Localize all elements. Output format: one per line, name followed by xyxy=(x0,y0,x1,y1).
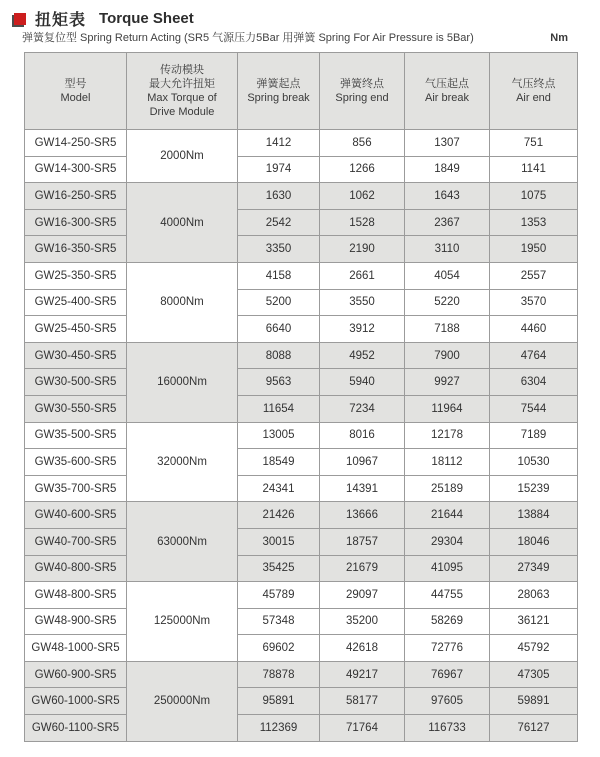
model-cell: GW16-250-SR5 xyxy=(25,183,127,210)
max-torque-cell: 125000Nm xyxy=(127,582,238,662)
air-break-cell: 1307 xyxy=(405,130,490,157)
spring-end-cell: 14391 xyxy=(320,475,405,502)
table-row xyxy=(25,635,578,662)
spring-end-cell: 1528 xyxy=(320,209,405,236)
air-break-cell: 25189 xyxy=(405,475,490,502)
spring-end-cell: 18757 xyxy=(320,528,405,555)
page-title-zh: 扭矩表 xyxy=(35,12,87,29)
spring-end-cell: 7234 xyxy=(320,395,405,422)
air-end-cell: 13884 xyxy=(490,502,578,529)
table-row xyxy=(25,475,578,502)
spring-end-cell: 4952 xyxy=(320,342,405,369)
column-header-air_break: 气压起点 Air break xyxy=(405,53,490,130)
spring-end-cell: 71764 xyxy=(320,715,405,742)
spring-end-cell: 8016 xyxy=(320,422,405,449)
unit-label: Nm xyxy=(550,32,568,44)
model-cell: GW35-700-SR5 xyxy=(25,475,127,502)
air-break-cell: 29304 xyxy=(405,528,490,555)
model-cell: GW60-1000-SR5 xyxy=(25,688,127,715)
model-cell: GW30-450-SR5 xyxy=(25,342,127,369)
air-end-cell: 59891 xyxy=(490,688,578,715)
table-row xyxy=(25,316,578,343)
spring-break-cell: 1412 xyxy=(238,130,320,157)
column-header-spring_break: 弹簧起点 Spring break xyxy=(238,53,320,130)
air-break-cell: 97605 xyxy=(405,688,490,715)
model-cell: GW30-550-SR5 xyxy=(25,395,127,422)
air-end-cell: 4460 xyxy=(490,316,578,343)
table-row xyxy=(25,342,578,369)
table-row xyxy=(25,156,578,183)
air-break-cell: 116733 xyxy=(405,715,490,742)
max-torque-cell: 2000Nm xyxy=(127,130,238,183)
spring-break-cell: 1630 xyxy=(238,183,320,210)
column-header-model: 型号 Model xyxy=(25,53,127,130)
model-cell: GW14-300-SR5 xyxy=(25,156,127,183)
air-end-cell: 28063 xyxy=(490,582,578,609)
air-end-cell: 18046 xyxy=(490,528,578,555)
table-row xyxy=(25,262,578,289)
spring-end-cell: 856 xyxy=(320,130,405,157)
model-cell: GW40-600-SR5 xyxy=(25,502,127,529)
air-break-cell: 1849 xyxy=(405,156,490,183)
air-end-cell: 1075 xyxy=(490,183,578,210)
model-cell: GW60-1100-SR5 xyxy=(25,715,127,742)
spring-break-cell: 2542 xyxy=(238,209,320,236)
spring-break-cell: 9563 xyxy=(238,369,320,396)
model-cell: GW40-800-SR5 xyxy=(25,555,127,582)
column-header-spring_end: 弹簧终点 Spring end xyxy=(320,53,405,130)
model-cell: GW25-450-SR5 xyxy=(25,316,127,343)
air-break-cell: 12178 xyxy=(405,422,490,449)
spring-break-cell: 30015 xyxy=(238,528,320,555)
spring-end-cell: 5940 xyxy=(320,369,405,396)
air-break-cell: 41095 xyxy=(405,555,490,582)
spring-end-cell: 13666 xyxy=(320,502,405,529)
model-cell: GW25-350-SR5 xyxy=(25,262,127,289)
spring-break-cell: 95891 xyxy=(238,688,320,715)
air-break-cell: 44755 xyxy=(405,582,490,609)
air-break-cell: 9927 xyxy=(405,369,490,396)
model-cell: GW48-900-SR5 xyxy=(25,608,127,635)
model-cell: GW48-1000-SR5 xyxy=(25,635,127,662)
air-end-cell: 751 xyxy=(490,130,578,157)
torque-table xyxy=(24,52,578,742)
spring-break-cell: 112369 xyxy=(238,715,320,742)
table-row xyxy=(25,289,578,316)
model-cell: GW16-300-SR5 xyxy=(25,209,127,236)
air-break-cell: 58269 xyxy=(405,608,490,635)
air-end-cell: 27349 xyxy=(490,555,578,582)
air-end-cell: 7189 xyxy=(490,422,578,449)
air-break-cell: 76967 xyxy=(405,661,490,688)
table-row xyxy=(25,502,578,529)
air-end-cell: 3570 xyxy=(490,289,578,316)
table-row xyxy=(25,661,578,688)
spring-end-cell: 1062 xyxy=(320,183,405,210)
torque-table-header-row xyxy=(25,53,578,130)
air-end-cell: 10530 xyxy=(490,449,578,476)
air-break-cell: 7900 xyxy=(405,342,490,369)
torque-table-body xyxy=(25,130,578,742)
table-row xyxy=(25,422,578,449)
model-cell: GW14-250-SR5 xyxy=(25,130,127,157)
spring-break-cell: 69602 xyxy=(238,635,320,662)
max-torque-cell: 4000Nm xyxy=(127,183,238,263)
model-cell: GW35-600-SR5 xyxy=(25,449,127,476)
air-end-cell: 7544 xyxy=(490,395,578,422)
air-break-cell: 1643 xyxy=(405,183,490,210)
column-header-max_torque: 传动模块 最大允许扭矩 Max Torque of Drive Module xyxy=(127,53,238,130)
spring-break-cell: 1974 xyxy=(238,156,320,183)
air-end-cell: 1353 xyxy=(490,209,578,236)
max-torque-cell: 8000Nm xyxy=(127,262,238,342)
table-row xyxy=(25,209,578,236)
air-break-cell: 18112 xyxy=(405,449,490,476)
air-end-cell: 15239 xyxy=(490,475,578,502)
max-torque-cell: 16000Nm xyxy=(127,342,238,422)
model-cell: GW48-800-SR5 xyxy=(25,582,127,609)
air-end-cell: 4764 xyxy=(490,342,578,369)
model-cell: GW25-400-SR5 xyxy=(25,289,127,316)
spring-break-cell: 11654 xyxy=(238,395,320,422)
air-break-cell: 3110 xyxy=(405,236,490,263)
spring-end-cell: 1266 xyxy=(320,156,405,183)
air-end-cell: 1950 xyxy=(490,236,578,263)
max-torque-cell: 63000Nm xyxy=(127,502,238,582)
model-cell: GW30-500-SR5 xyxy=(25,369,127,396)
spring-break-cell: 4158 xyxy=(238,262,320,289)
table-row xyxy=(25,369,578,396)
spring-break-cell: 24341 xyxy=(238,475,320,502)
spring-end-cell: 21679 xyxy=(320,555,405,582)
spring-break-cell: 57348 xyxy=(238,608,320,635)
air-break-cell: 7188 xyxy=(405,316,490,343)
air-break-cell: 5220 xyxy=(405,289,490,316)
spring-end-cell: 3912 xyxy=(320,316,405,343)
page-title-en: Torque Sheet xyxy=(99,10,194,27)
model-cell: GW35-500-SR5 xyxy=(25,422,127,449)
table-row xyxy=(25,395,578,422)
spring-end-cell: 49217 xyxy=(320,661,405,688)
air-end-cell: 76127 xyxy=(490,715,578,742)
spring-end-cell: 3550 xyxy=(320,289,405,316)
model-cell: GW16-350-SR5 xyxy=(25,236,127,263)
table-row xyxy=(25,715,578,742)
spring-break-cell: 78878 xyxy=(238,661,320,688)
model-cell: GW40-700-SR5 xyxy=(25,528,127,555)
table-row xyxy=(25,528,578,555)
air-break-cell: 2367 xyxy=(405,209,490,236)
model-cell: GW60-900-SR5 xyxy=(25,661,127,688)
air-end-cell: 36121 xyxy=(490,608,578,635)
spring-end-cell: 35200 xyxy=(320,608,405,635)
spring-break-cell: 45789 xyxy=(238,582,320,609)
spring-end-cell: 58177 xyxy=(320,688,405,715)
air-end-cell: 1141 xyxy=(490,156,578,183)
subtitle-text: 弹簧复位型 Spring Return Acting (SR5 气源压力5Bar 用弹簧 Spring For Air Pressure is 5Bar) xyxy=(22,32,474,44)
air-break-cell: 4054 xyxy=(405,262,490,289)
spring-break-cell: 18549 xyxy=(238,449,320,476)
table-row xyxy=(25,555,578,582)
table-row xyxy=(25,236,578,263)
max-torque-cell: 32000Nm xyxy=(127,422,238,502)
air-end-cell: 47305 xyxy=(490,661,578,688)
table-row xyxy=(25,688,578,715)
air-end-cell: 45792 xyxy=(490,635,578,662)
spring-break-cell: 21426 xyxy=(238,502,320,529)
spring-end-cell: 2190 xyxy=(320,236,405,263)
spring-break-cell: 5200 xyxy=(238,289,320,316)
air-break-cell: 72776 xyxy=(405,635,490,662)
spring-break-cell: 8088 xyxy=(238,342,320,369)
red-square-icon xyxy=(14,13,26,25)
spring-break-cell: 35425 xyxy=(238,555,320,582)
table-row xyxy=(25,183,578,210)
table-row xyxy=(25,130,578,157)
spring-break-cell: 13005 xyxy=(238,422,320,449)
spring-break-cell: 6640 xyxy=(238,316,320,343)
spring-end-cell: 29097 xyxy=(320,582,405,609)
table-row xyxy=(25,608,578,635)
subtitle-row xyxy=(22,29,568,45)
air-end-cell: 6304 xyxy=(490,369,578,396)
page-title xyxy=(14,7,194,30)
column-header-air_end: 气压终点 Air end xyxy=(490,53,578,130)
table-row xyxy=(25,449,578,476)
air-end-cell: 2557 xyxy=(490,262,578,289)
table-row xyxy=(25,582,578,609)
spring-end-cell: 2661 xyxy=(320,262,405,289)
air-break-cell: 11964 xyxy=(405,395,490,422)
spring-break-cell: 3350 xyxy=(238,236,320,263)
spring-end-cell: 10967 xyxy=(320,449,405,476)
spring-end-cell: 42618 xyxy=(320,635,405,662)
air-break-cell: 21644 xyxy=(405,502,490,529)
max-torque-cell: 250000Nm xyxy=(127,661,238,741)
